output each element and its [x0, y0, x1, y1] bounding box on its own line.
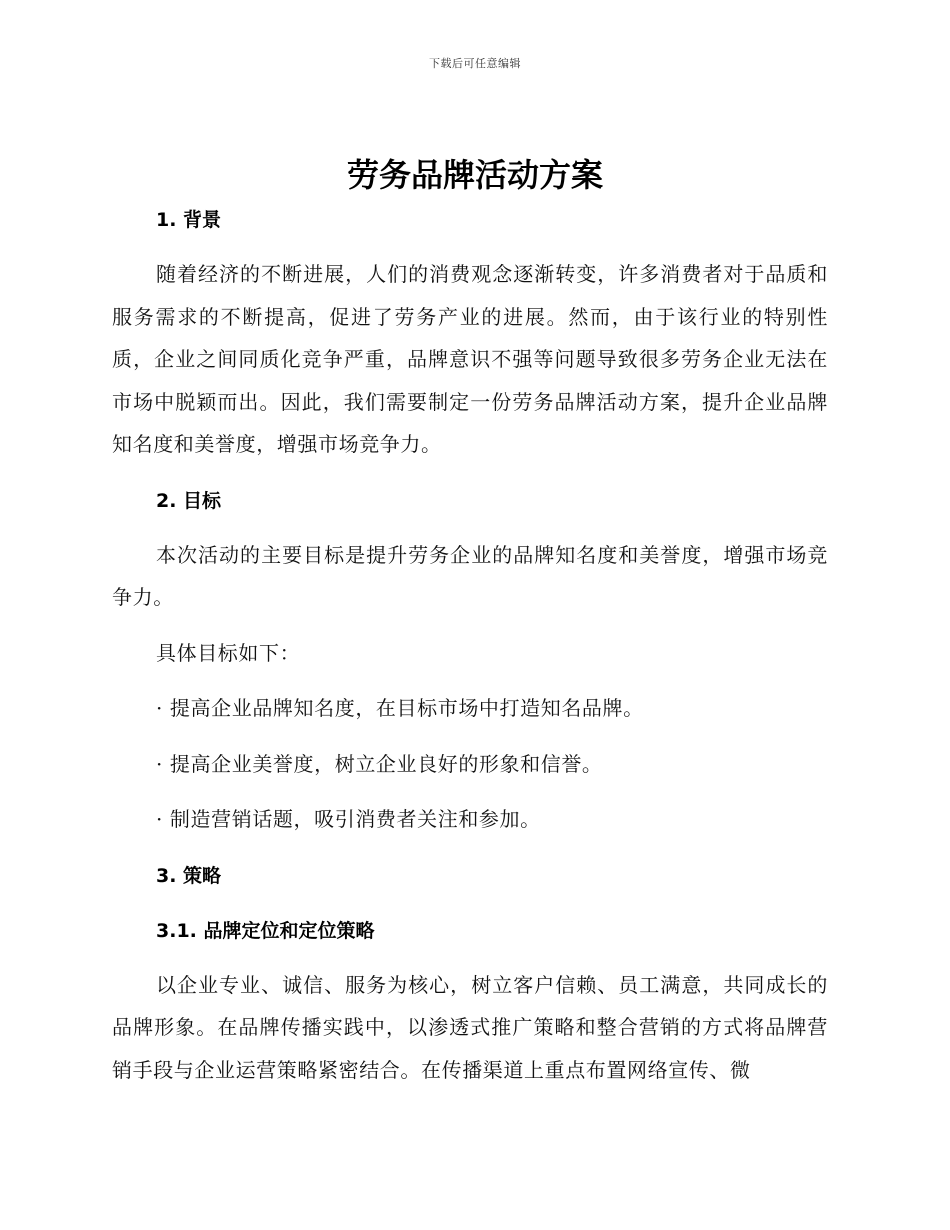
background-paragraph: 随着经济的不断进展，人们的消费观念逐渐转变，许多消费者对于品质和服务需求的不断提高，促进了劳务产业的进展。然而，由于该行业的特别性质，企业之间同质化竞争严重，品牌意识不强等问题导致很多劳务企业无法在市场中脱颖而出。因此，我们需要制定一份劳务品牌活动方案，提升企业品牌知名度和美誉度，增强市场竞争力。: [112, 262, 828, 456]
sub-heading-brand-positioning: 3.1. 品牌定位和定位策略: [156, 919, 375, 942]
document-body: [112, 200, 828, 1091]
strategy-paragraph: 以企业专业、诚信、服务为核心，树立客户信赖、员工满意，共同成长的品牌形象。在品牌传播实践中，以渗透式推广策略和整合营销的方式将品牌营销手段与企业运营策略紧密结合。在传播渠道上重点布置网络宣传、微: [112, 972, 828, 1082]
section-heading-background: 1. 背景: [156, 209, 222, 231]
goal-paragraph: 本次活动的主要目标是提升劳务企业的品牌知名度和美誉度，增强市场竞争力。: [112, 542, 828, 609]
header-note: 下载后可任意编辑: [429, 57, 521, 70]
goal-list-item: · 提高企业美誉度，树立企业良好的形象和信誉。: [156, 751, 603, 776]
goal-intro: 具体目标如下：: [156, 640, 301, 665]
section-heading-strategy: 3. 策略: [156, 864, 222, 887]
document-title: 劳务品牌活动方案: [346, 156, 603, 194]
goal-list-item: · 制造营销话题，吸引消费者关注和参加。: [156, 807, 541, 831]
goal-list-item: · 提高企业品牌知名度，在目标市场中打造知名品牌。: [156, 696, 644, 720]
section-heading-goal: 2. 目标: [156, 489, 222, 512]
